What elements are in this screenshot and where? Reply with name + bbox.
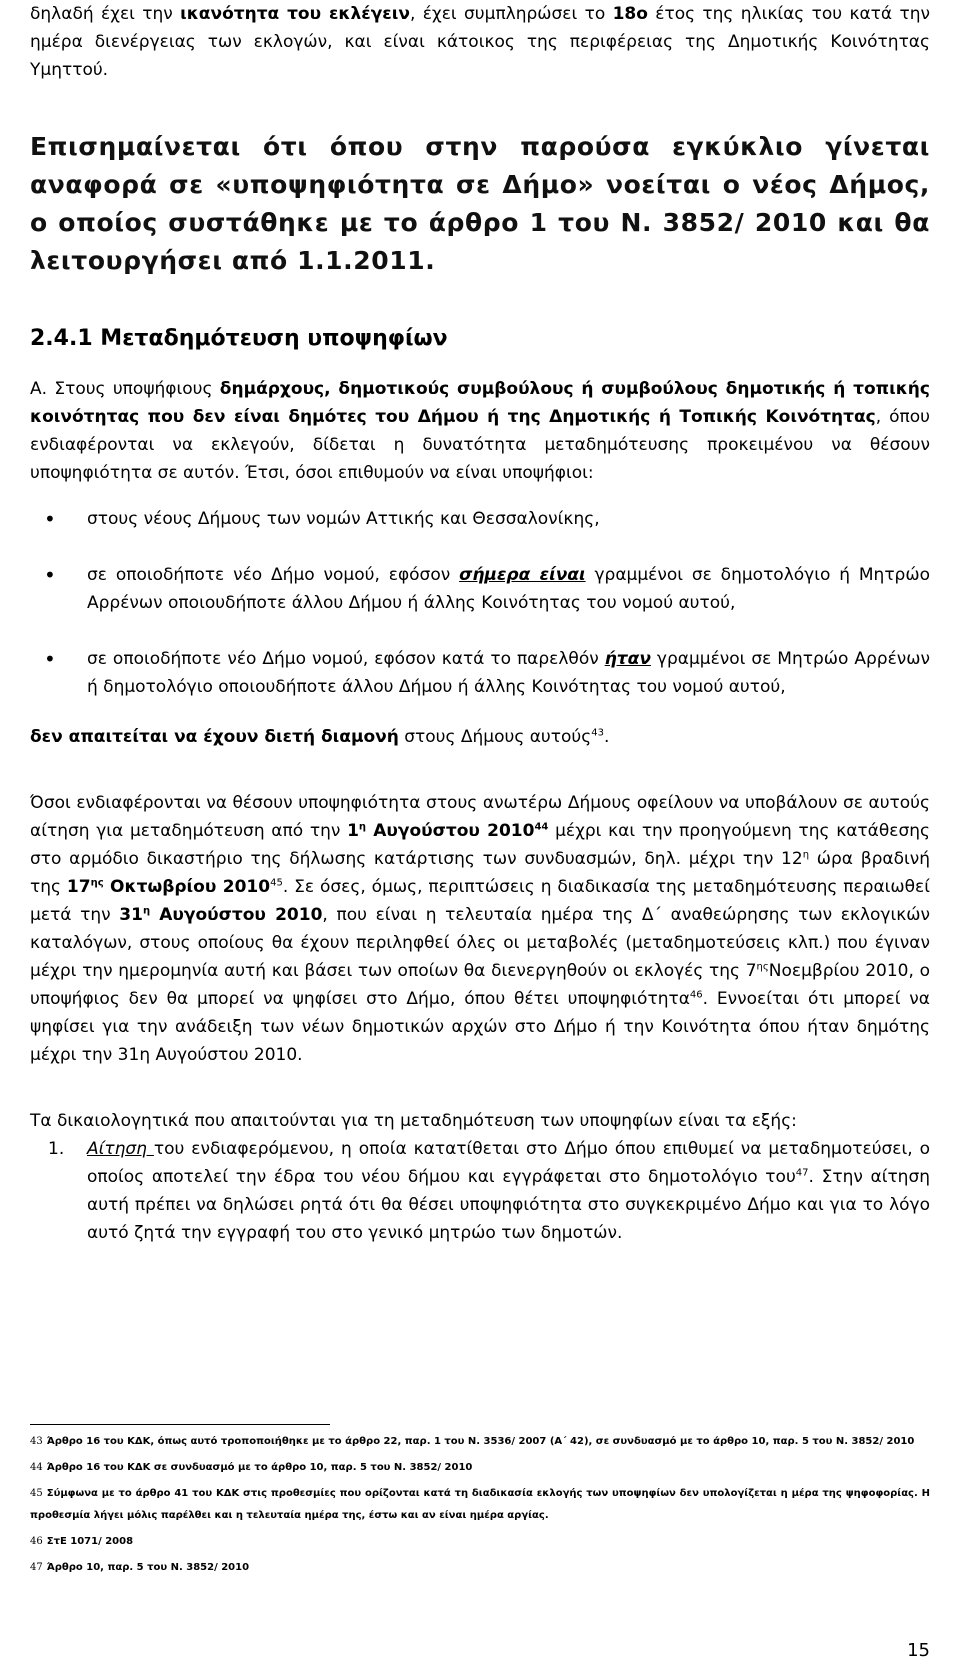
bold-text: Αυγούστου 2010: [366, 821, 535, 841]
bullet-icon: •: [44, 507, 56, 531]
footnote-ref[interactable]: 47: [795, 1167, 809, 1179]
document-page: [30, 0, 931, 1573]
bullet-icon: •: [44, 647, 56, 671]
footnote-number: 44: [30, 1462, 43, 1473]
text: του ενδιαφερόμενου, η οποία κατατίθεται στο Δήμο όπου επιθυμεί να μεταδημοτεύσει, ο οποίος αποτελεί την έδρα του νέου δήμου και εγγράφεται στο δημοτολόγιο του: [87, 1139, 930, 1187]
footnote-number: 45: [30, 1488, 43, 1499]
footnote-divider: [30, 1424, 330, 1425]
text: , έχει συμπληρώσει το: [409, 4, 613, 24]
text: , που είναι η τελευταία ημέρα της Δ΄ αναθεώρησης των εκλογικών καταλόγων, στους οποίους θα έχουν περιληφθεί όλες οι μεταβολές (μεταδημοτεύσεις κλπ.) που έγιναν μέχρι την ημερομηνία αυτή και βάσει των οποίων θα διενεργηθούν οι εκλογές της 7: [30, 905, 930, 981]
bold-text: 1: [347, 821, 359, 841]
text: στους νέους Δήμους των νομών Αττικής και Θεσσαλονίκης,: [87, 509, 600, 529]
footnote: [30, 1431, 930, 1453]
deadline-paragraph: [30, 789, 930, 1069]
bullet-icon: •: [44, 563, 56, 587]
footnote-number: 47: [30, 1562, 43, 1573]
list-item: [30, 505, 930, 533]
text: μέχρι και την προηγούμενη της κατάθεσης στο αρμόδιο δικαστήριο της δήλωσης κατάρτισης των συνδυασμών, δηλ. μέχρι την 12: [30, 821, 930, 869]
bold-text: 18ο: [612, 4, 648, 24]
bold-text: Οκτωβρίου 2010: [103, 877, 271, 897]
footnote-ref[interactable]: 43: [591, 727, 604, 739]
footnote-ref[interactable]: 45: [270, 877, 283, 889]
text: έτος της ηλικίας του κατά την ημέρα διενέργειας των εκλογών, και είναι κάτοικος της περιφέρειας της Δημοτικής Κοινότητας Υμηττού.: [30, 4, 930, 80]
footnote-text: Άρθρο 10, παρ. 5 του Ν. 3852/ 2010: [46, 1562, 250, 1573]
emphasis-text: ήταν: [604, 649, 651, 669]
text: . Σε όσες, όμως, περιπτώσεις η διαδικασία της μεταδημότευσης περαιωθεί μετά την: [30, 877, 930, 925]
footnotes-section: [30, 1424, 930, 1583]
page-number: 15: [907, 1640, 930, 1661]
paragraph-a: [30, 375, 930, 487]
footnote-text: ΣτΕ 1071/ 2008: [46, 1536, 134, 1547]
list-number: 1.: [48, 1139, 65, 1159]
list-item: [30, 1135, 930, 1247]
text: στους Δήμους αυτούς: [398, 727, 592, 747]
notice-paragraph: Επισημαίνεται ότι όπου στην παρούσα εγκύκλιο γίνεται αναφορά σε «υποψηφιότητα σε Δήμο» νοείται ο νέος Δήμος, ο οποίος συστάθηκε με το άρθρο 1 του Ν. 3852/ 2010 και θα λειτουργήσει από 1.1.2011.: [30, 132, 930, 275]
underlined-text: Αίτηση: [87, 1139, 154, 1159]
ordinal-suffix: η: [358, 821, 367, 833]
text: γραμμένοι σε Μητρώο Αρρένων ή δημοτολόγιο οποιουδήποτε άλλου Δήμου ή άλλης Κοινότητας του νομού αυτού,: [87, 649, 931, 697]
text: ώρα βραδινή της: [30, 849, 930, 897]
footnote-text: Σύμφωνα με το άρθρο 41 του ΚΔΚ στις προθεσμίες που ορίζονται κατά τη διαδικασία εκλογής των υποψηφίων δεν υπολογίζεται η μέρα της ψηφοφορίας. Η προθεσμία λήγει μόλις παρέλθει και η τελευταία ημέρα της, έστω και αν είναι ημέρα αργίας.: [30, 1488, 930, 1521]
emphasis-text: σήμερα είναι: [459, 565, 586, 585]
text: . Στην αίτηση αυτή πρέπει να δηλώσει ρητά ότι θα θέσει υποψηφιότητα στο συγκεκριμένο Δήμο και για το λόγο αυτό ζητά την εγγραφή του στο γενικό μητρώο των δημοτών.: [87, 1167, 931, 1243]
bold-text: δεν απαιτείται να έχουν διετή διαμονή: [30, 727, 399, 747]
text: Νοεμβρίου 2010, ο υποψήφιος δεν θα μπορεί να ψηφίσει στο Δήμο, όπου θέτει υποψηφιότητα: [30, 961, 930, 1009]
section-heading: 2.4.1 Μεταδημότευση υποψηφίων: [30, 326, 448, 351]
bold-text: ικανότητα του εκλέγειν: [180, 4, 410, 24]
ordinal-suffix: ης: [90, 877, 104, 889]
footnote: [30, 1483, 930, 1527]
ordinal-suffix: η: [142, 905, 151, 917]
footnote: [30, 1531, 930, 1553]
footnote-number: 46: [30, 1536, 43, 1547]
footnote: [30, 1557, 930, 1579]
footnote-ref[interactable]: 44: [534, 821, 549, 833]
footnote-number: 43: [30, 1436, 43, 1447]
text: γραμμένοι σε δημοτολόγιο ή Μητρώο Αρρένων οποιουδήποτε άλλου Δήμου ή άλλης Κοινότητας του νομού αυτού,: [87, 565, 930, 613]
text: σε οποιοδήποτε νέο Δήμο νομού, εφόσον κατά το παρελθόν: [87, 649, 605, 669]
bold-text: 17: [66, 877, 91, 897]
text: Όσοι ενδιαφέρονται να θέσουν υποψηφιότητα στους ανωτέρω Δήμους οφείλουν να υποβάλουν σε αυτούς αίτηση για μεταδημότευση από την: [30, 793, 930, 841]
footnote-ref[interactable]: 46: [689, 989, 703, 1001]
footnote: [30, 1457, 930, 1479]
ordinal-suffix: ης: [756, 961, 769, 973]
text: .: [603, 727, 610, 747]
footnote-text: Άρθρο 16 του ΚΔΚ σε συνδυασμό με το άρθρο 10, παρ. 5 του Ν. 3852/ 2010: [46, 1462, 473, 1473]
list-item: [30, 561, 930, 617]
text: δηλαδή έχει την: [30, 4, 181, 24]
documents-intro: Τα δικαιολογητικά που απαιτούνται για τη μεταδημότευση των υποψηφίων είναι τα εξής:: [30, 1111, 797, 1131]
bullet-list: [30, 505, 930, 701]
text: . Εννοείται ότι μπορεί να ψηφίσει για την ανάδειξη των νέων δημοτικών αρχών στο Δήμο ή την Κοινότητα όπου ήταν δημότης μέχρι την 31η Αυγούστου 2010.: [30, 989, 931, 1065]
bold-text: 31: [119, 905, 143, 925]
bold-text: Αυγούστου 2010: [150, 905, 323, 925]
ordinal-suffix: η: [802, 849, 810, 861]
footnote-text: Άρθρο 16 του ΚΔΚ, όπως αυτό τροποποιήθηκε με το άρθρο 22, παρ. 1 του Ν. 3536/ 2007 (Α΄ 42), σε συνδυασμό με το άρθρο 10, παρ. 5 του Ν. 3852/ 2010: [46, 1436, 915, 1447]
text: Α. Στους υποψήφιους: [30, 379, 220, 399]
bold-text: δημάρχους, δημοτικούς συμβούλους ή συμβούλους δημοτικής ή τοπικής κοινότητας που δεν είναι δημότες του Δήμου ή της Δημοτικής ή Τοπικής Κοινότητας: [30, 379, 930, 427]
numbered-list: [30, 1135, 930, 1247]
text: σε οποιοδήποτε νέο Δήμο νομού, εφόσον: [87, 565, 460, 585]
list-item: [30, 645, 930, 701]
closing-paragraph: [30, 723, 930, 751]
text: , όπου ενδιαφέρονται να εκλεγούν, δίδεται η δυνατότητα μεταδημότευσης προκειμένου να θέσουν υποψηφιότητα σε αυτόν. Έτσι, όσοι επιθυμούν να είναι υποψήφιοι:: [30, 407, 930, 483]
intro-paragraph: [30, 0, 930, 84]
